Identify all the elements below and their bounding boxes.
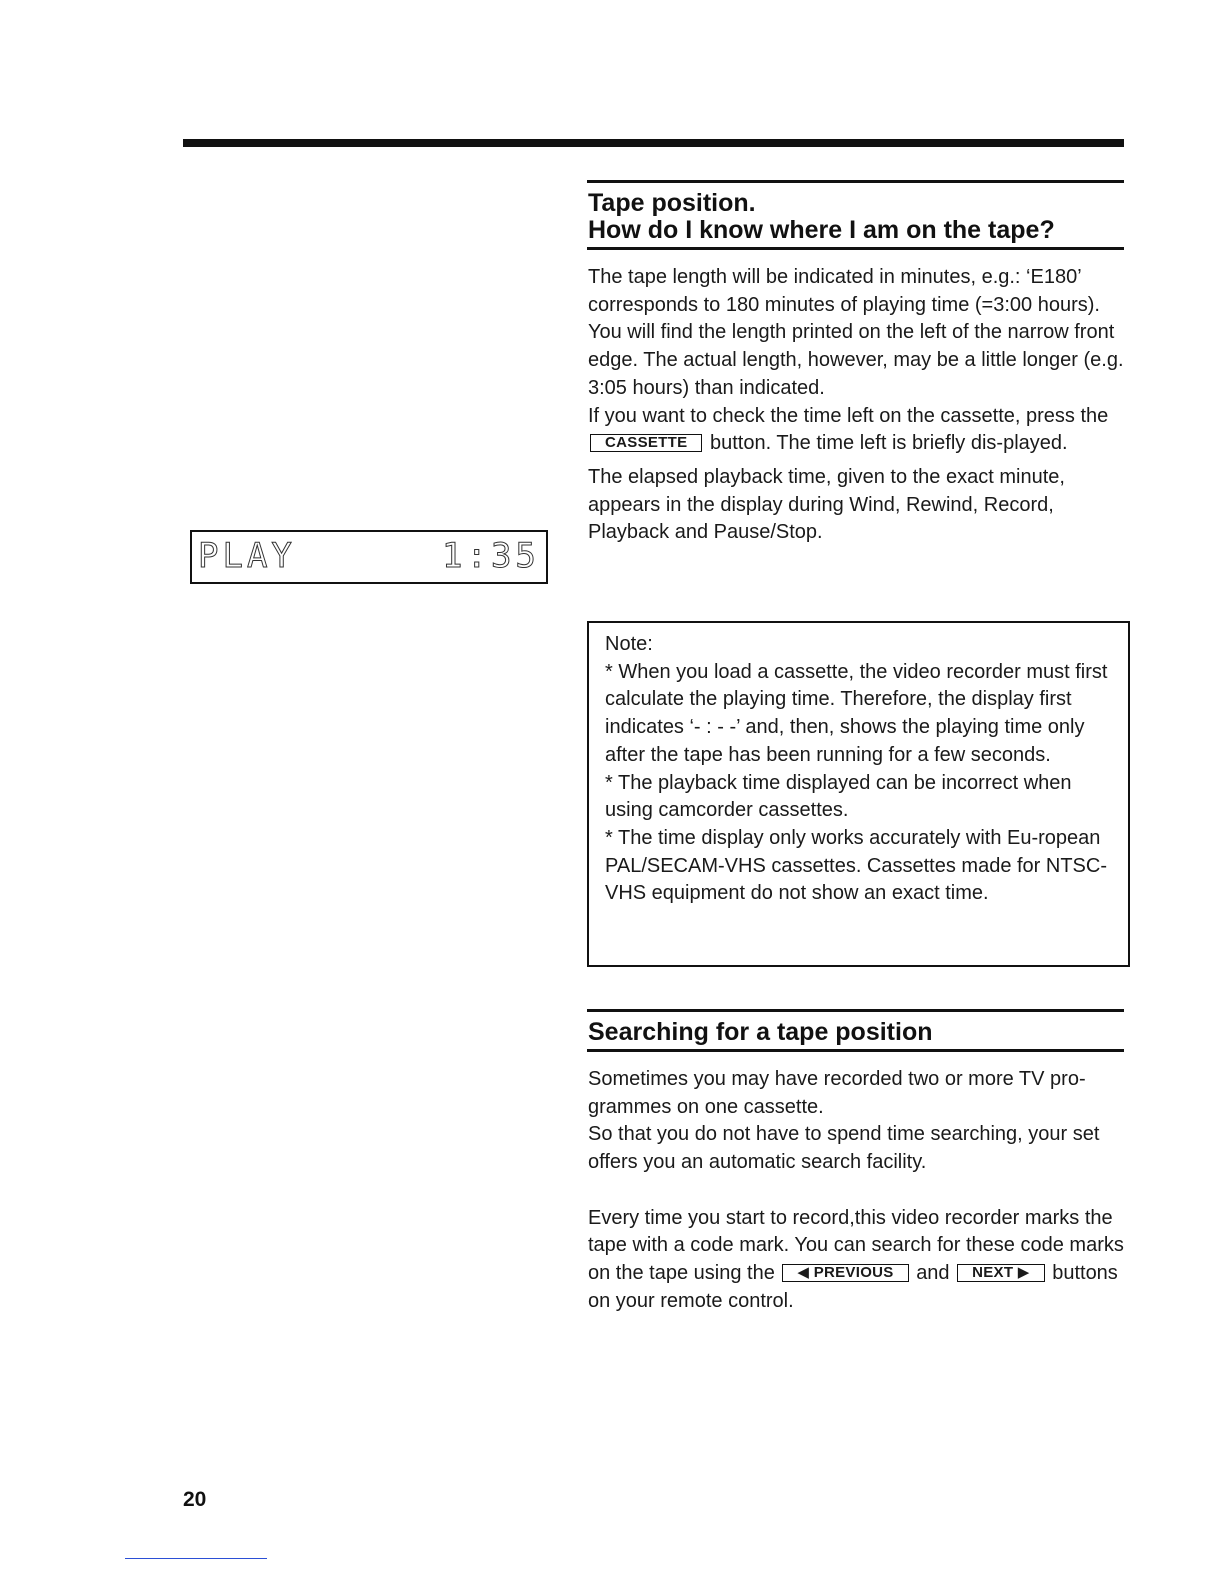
- note-item: * The time display only works accurately with Eu-ropean PAL/SECAM-VHS cassettes. Cassettes made for NTSC-VHS equipment do not show an exact time.: [605, 826, 1108, 905]
- note-box: [587, 621, 1130, 967]
- note-title: Note:: [605, 633, 653, 655]
- cassette-button-label: CASSETTE: [590, 434, 702, 452]
- paragraph: The tape length will be indicated in minutes, e.g.: ‘E180’ corresponds to 180 minutes of playing time (=3:00 hours).: [588, 266, 1100, 316]
- heading-line-1: Searching for a tape position: [588, 1018, 933, 1046]
- note-item: * When you load a cassette, the video recorder must first calculate the playing time. Therefore, the display first indicates ‘- : - -’ and, then, shows the playing time only after the tape has been running for a few seconds.: [605, 660, 1108, 766]
- paragraph-text: button. The time left is briefly dis-played.: [709, 432, 1068, 455]
- paragraph: So that you do not have to spend time searching, your set offers you an automatic search facility.: [588, 1123, 1100, 1174]
- section-body: [588, 264, 1128, 547]
- paragraph: [588, 1205, 1128, 1316]
- paragraph: [588, 403, 1128, 458]
- section-rule-bottom: [587, 247, 1124, 250]
- heading-line-1: Tape position.: [588, 189, 756, 217]
- heading-line-2: How do I know where I am on the tape?: [588, 216, 1055, 244]
- paragraph-text: Every time you start to record,this video recorder marks the tape with a code mark. You can search for these code marks on the tape using the: [588, 1206, 1124, 1284]
- section-heading: [588, 1019, 1128, 1046]
- lcd-display: [190, 530, 548, 584]
- section-rule-top: [587, 180, 1124, 183]
- paragraph: Sometimes you may have recorded two or more TV pro-grammes on one cassette.: [588, 1068, 1086, 1118]
- next-button-label: NEXT ▶: [957, 1264, 1045, 1282]
- lcd-mode-text: PLAY: [198, 536, 296, 576]
- top-rule: [183, 139, 1124, 147]
- page-number: 20: [183, 1488, 207, 1511]
- section-rule-top: [587, 1009, 1124, 1012]
- previous-button-label: ◀ PREVIOUS: [782, 1264, 908, 1282]
- bottom-rule: [125, 1558, 267, 1559]
- note-item: * The playback time displayed can be incorrect when using camcorder cassettes.: [605, 771, 1072, 822]
- section-heading: [588, 190, 1128, 244]
- paragraph: The elapsed playback time, given to the exact minute, appears in the display during Wind, Rewind, Record, Playback and Pause/Stop.: [588, 465, 1065, 544]
- section-rule-bottom: [587, 1049, 1124, 1052]
- paragraph-text: If you want to check the time left on the cassette, press the: [588, 404, 1109, 427]
- lcd-time-text: 1:35: [442, 536, 540, 576]
- paragraph: You will find the length printed on the left of the narrow front edge. The actual length, however, may be a little longer (e.g. 3:05 hours) than indicated.: [588, 321, 1124, 399]
- paragraph-text: buttons on your remote control.: [588, 1261, 1118, 1312]
- section-body: [588, 1066, 1128, 1315]
- paragraph-text: and: [916, 1261, 950, 1284]
